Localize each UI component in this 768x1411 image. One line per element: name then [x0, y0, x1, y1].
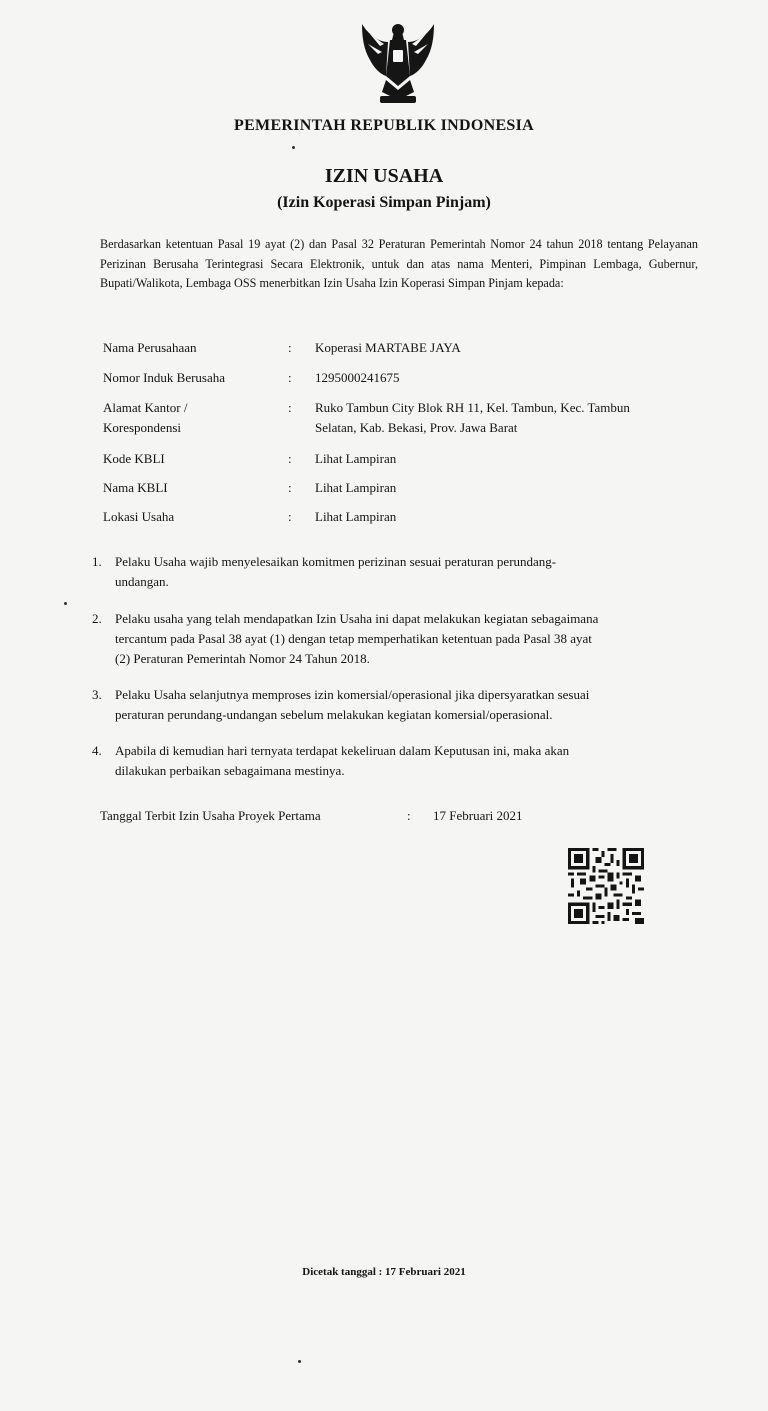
- printed-date: Dicetak tanggal : 17 Februari 2021: [302, 1266, 466, 1278]
- field-value: Ruko Tambun City Blok RH 11, Kel. Tambun, Kec. Tambun: [315, 400, 630, 415]
- list-item-number: 3.: [92, 687, 102, 702]
- list-item-line: peraturan perundang-undangan sebelum melakukan kegiatan komersial/operasional.: [115, 707, 553, 722]
- field-colon: :: [288, 370, 292, 385]
- list-item-number: 2.: [92, 611, 102, 626]
- scan-speck: [64, 602, 67, 605]
- issue-date-value: 17 Februari 2021: [433, 808, 523, 823]
- document-title: IZIN USAHA: [324, 165, 444, 187]
- field-label-line2: Korespondensi: [103, 420, 181, 435]
- list-item-line: Apabila di kemudian hari ternyata terdapat kekeliruan dalam Keputusan ini, maka akan: [115, 743, 570, 758]
- qr-code-icon: [568, 848, 644, 924]
- list-item-line: Pelaku usaha yang telah mendapatkan Izin Usaha ini dapat melakukan kegiatan sebagaimana: [115, 611, 599, 626]
- issue-date-colon: :: [407, 808, 411, 823]
- field-colon: :: [288, 451, 292, 466]
- list-item-line: dilakukan perbaikan sebagaimana mestinya.: [115, 763, 345, 778]
- field-colon: :: [288, 340, 292, 355]
- garuda-emblem-icon: [356, 20, 440, 106]
- field-label: Nomor Induk Berusaha: [103, 370, 226, 385]
- field-value: Lihat Lampiran: [315, 509, 397, 524]
- list-item-line: Pelaku Usaha selanjutnya memproses izin komersial/operasional jika dipersyaratkan sesuai: [115, 687, 590, 702]
- list-item-line: (2) Peraturan Pemerintah Nomor 24 Tahun 2018.: [115, 651, 370, 666]
- field-value: Lihat Lampiran: [315, 451, 397, 466]
- list-item-line: undangan.: [115, 574, 169, 589]
- field-label: Kode KBLI: [103, 451, 165, 466]
- document-subtitle: (Izin Koperasi Simpan Pinjam): [277, 194, 491, 211]
- field-label: Alamat Kantor /: [103, 400, 188, 415]
- list-item-line: tercantum pada Pasal 38 ayat (1) dengan tetap memperhatikan ketentuan pada Pasal 38 ayat: [115, 631, 592, 646]
- scan-speck: [292, 146, 295, 149]
- list-item-number: 4.: [92, 743, 102, 758]
- field-value: Koperasi MARTABE JAYA: [315, 340, 461, 355]
- field-value-line2: Selatan, Kab. Bekasi, Prov. Jawa Barat: [315, 420, 518, 435]
- field-value: 1295000241675: [315, 370, 400, 385]
- field-label: Nama Perusahaan: [103, 340, 197, 355]
- issue-date-label: Tanggal Terbit Izin Usaha Proyek Pertama: [100, 808, 321, 823]
- field-label: Lokasi Usaha: [103, 509, 175, 524]
- field-label: Nama KBLI: [103, 480, 168, 495]
- field-colon: :: [288, 480, 292, 495]
- scan-speck: [298, 1360, 301, 1363]
- field-colon: :: [288, 400, 292, 415]
- list-item-number: 1.: [92, 554, 102, 569]
- field-colon: :: [288, 509, 292, 524]
- government-heading: PEMERINTAH REPUBLIK INDONESIA: [234, 117, 534, 134]
- list-item-line: Pelaku Usaha wajib menyelesaikan komitmen perizinan sesuai peraturan perundang-: [115, 554, 557, 569]
- field-value: Lihat Lampiran: [315, 480, 397, 495]
- intro-paragraph: Berdasarkan ketentuan Pasal 19 ayat (2) dan Pasal 32 Peraturan Pemerintah Nomor 24 tahun 2018 tentang Pelayanan Perizinan Berusaha Terintegrasi Secara Elektronik, untuk dan atas nama Menteri, Pimpinan Lembaga, Gubernur, Bupati/Walikota, Lembaga OSS menerbitkan Izin Usaha Izin Koperasi Simpan Pinjam kepada:: [100, 237, 698, 290]
